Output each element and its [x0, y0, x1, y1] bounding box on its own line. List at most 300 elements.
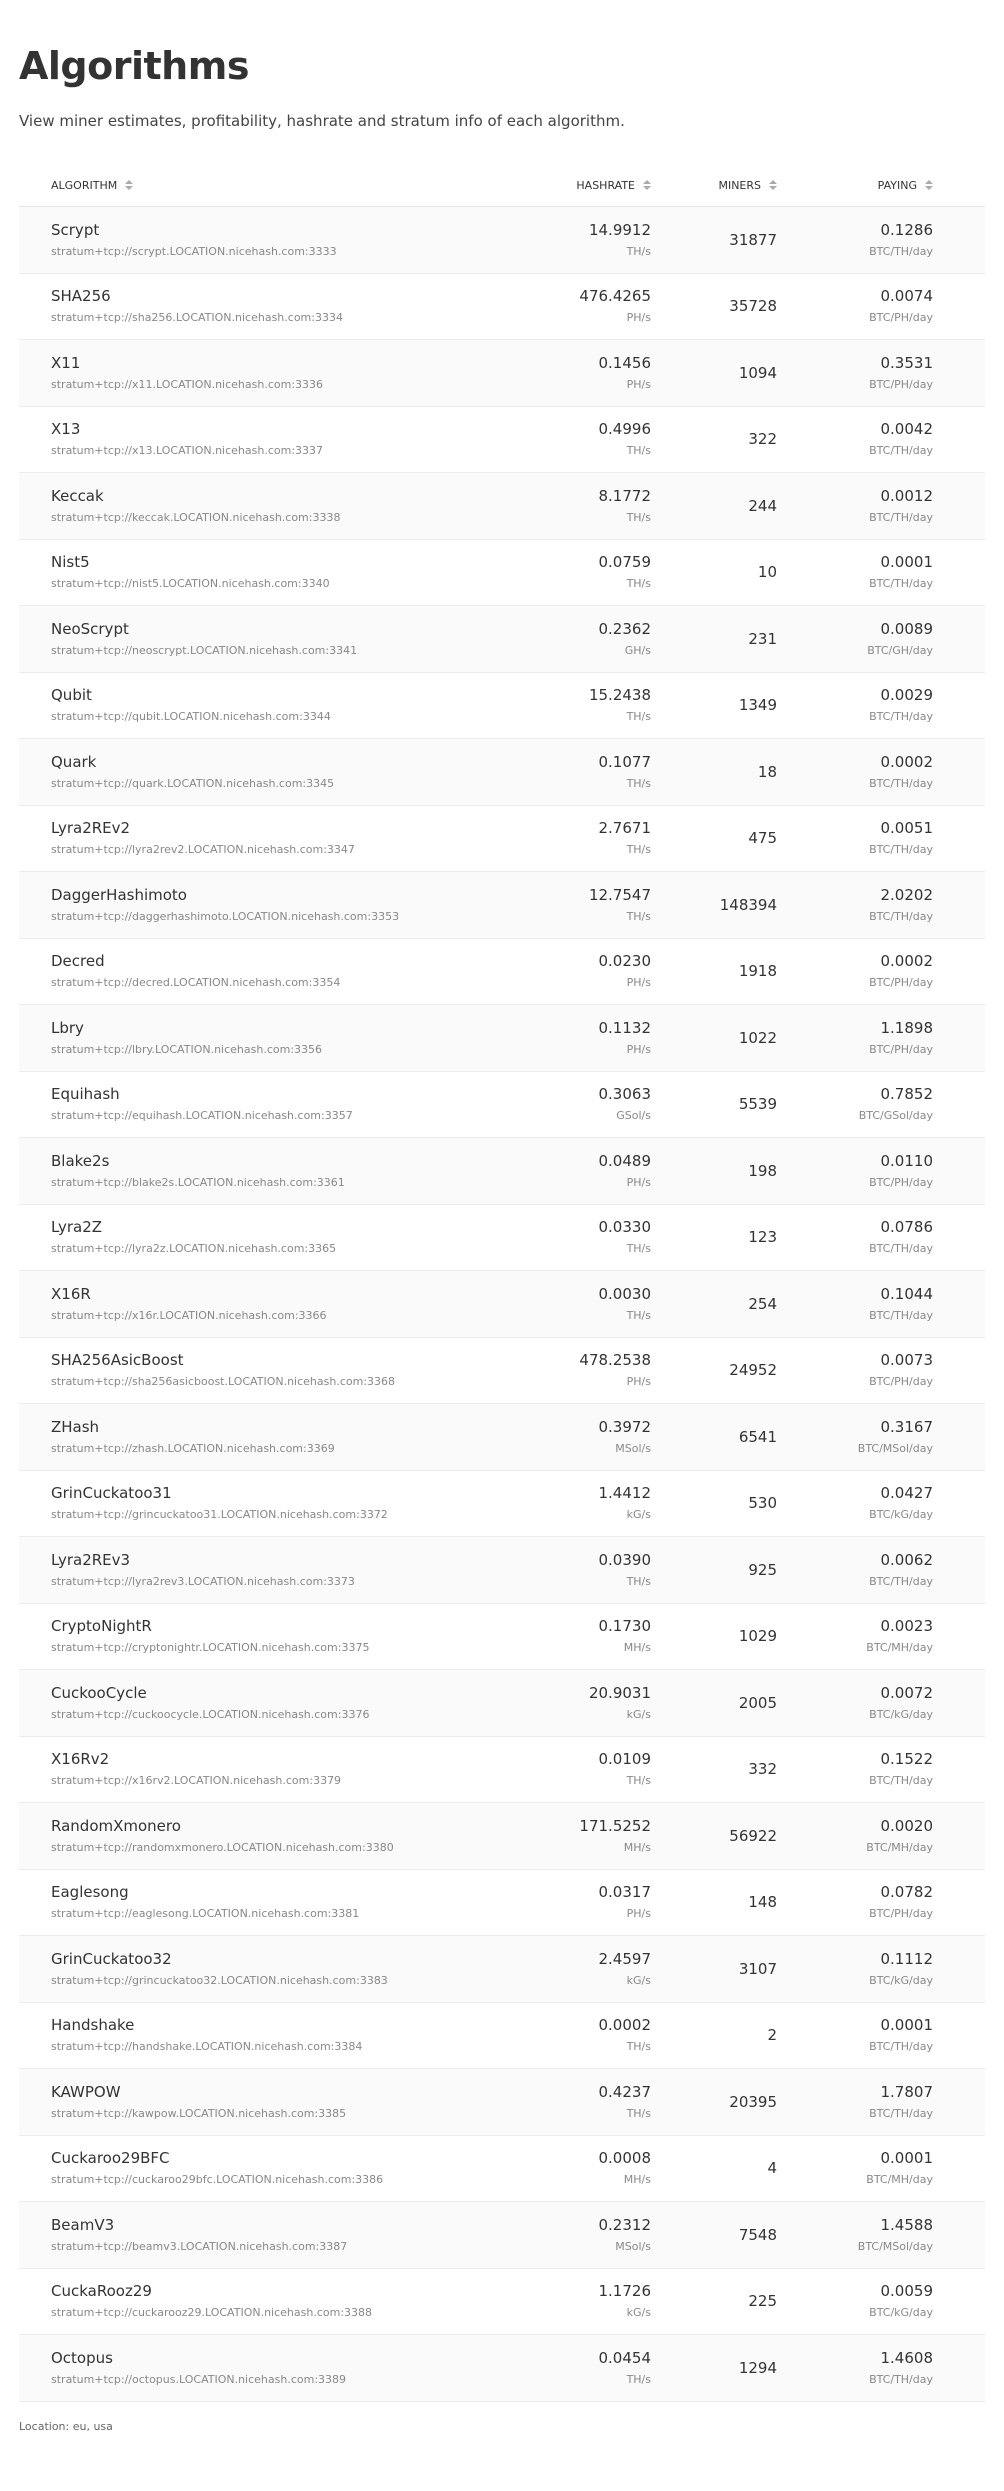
algorithm-name[interactable]: Quark — [51, 752, 97, 771]
algorithm-cell — [19, 1537, 491, 1604]
hashrate-cell — [491, 1404, 657, 1471]
algorithm-name[interactable]: X13 — [51, 420, 81, 439]
paying-cell — [783, 1869, 985, 1936]
paying-value: 0.0786 — [880, 1218, 933, 1237]
hashrate-unit: TH/s — [626, 577, 651, 591]
miners-value: 244 — [748, 496, 777, 515]
hashrate-cell — [491, 273, 657, 340]
hashrate-value: 0.3063 — [598, 1085, 651, 1104]
hashrate-cell — [491, 606, 657, 673]
algorithm-name[interactable]: CuckaRooz29 — [51, 2282, 152, 2301]
algorithm-cell — [19, 872, 491, 939]
hashrate-value: 0.1456 — [598, 353, 651, 372]
table-row[interactable] — [19, 473, 985, 540]
hashrate-value: 0.0030 — [598, 1284, 651, 1303]
hashrate-value: 12.7547 — [588, 885, 651, 904]
algorithm-cell — [19, 1138, 491, 1205]
paying-cell — [783, 872, 985, 939]
algorithm-cell — [19, 340, 491, 407]
miners-value: 530 — [748, 1494, 777, 1513]
hashrate-unit: PH/s — [626, 976, 651, 990]
stratum-url: stratum+tcp://nist5.LOCATION.nicehash.com:3340 — [51, 577, 330, 591]
paying-value: 0.0110 — [880, 1151, 933, 1170]
hashrate-unit: PH/s — [626, 1042, 651, 1056]
stratum-url: stratum+tcp://handshake.LOCATION.nicehash.com:3384 — [51, 2040, 363, 2054]
hashrate-value: 0.2312 — [598, 2215, 651, 2234]
paying-cell — [783, 805, 985, 872]
miners-value: 1022 — [738, 1028, 777, 1047]
algorithm-cell — [19, 1337, 491, 1404]
paying-unit: BTC/PH/day — [869, 1175, 933, 1189]
paying-cell — [783, 1537, 985, 1604]
hashrate-unit: MH/s — [623, 1840, 651, 1854]
algorithm-name[interactable]: Octopus — [51, 2348, 113, 2367]
paying-unit: BTC/MSol/day — [857, 1441, 933, 1455]
stratum-url: stratum+tcp://randomxmonero.LOCATION.nicehash.com:3380 — [51, 1840, 394, 1854]
paying-cell — [783, 1404, 985, 1471]
algorithms-table — [19, 172, 985, 2402]
miners-value: 35728 — [729, 297, 777, 316]
algorithms-table-body — [19, 207, 985, 2402]
stratum-url: stratum+tcp://daggerhashimoto.LOCATION.nicehash.com:3353 — [51, 909, 400, 923]
algorithm-cell — [19, 2335, 491, 2402]
miners-value: 1294 — [738, 2358, 777, 2377]
hashrate-unit: PH/s — [626, 377, 651, 391]
hashrate-cell — [491, 872, 657, 939]
algorithm-name[interactable]: SHA256AsicBoost — [51, 1351, 184, 1370]
hashrate-cell — [491, 1071, 657, 1138]
miners-header-label: MINERS — [718, 178, 761, 192]
paying-cell — [783, 2069, 985, 2136]
stratum-url: stratum+tcp://eaglesong.LOCATION.nicehash.com:3381 — [51, 1907, 360, 1921]
paying-cell — [783, 1271, 985, 1338]
hashrate-value: 0.0230 — [598, 952, 651, 971]
algorithm-name[interactable]: Lyra2REv3 — [51, 1550, 131, 1569]
table-row[interactable] — [19, 1736, 985, 1803]
paying-unit: BTC/TH/day — [869, 1574, 933, 1588]
paying-cell — [783, 2135, 985, 2202]
miners-value: 925 — [748, 1560, 777, 1579]
algorithm-cell — [19, 606, 491, 673]
paying-unit: BTC/PH/day — [869, 1375, 933, 1389]
paying-value: 0.0002 — [880, 952, 933, 971]
algorithm-name[interactable]: GrinCuckatoo32 — [51, 1949, 172, 1968]
paying-value: 0.0029 — [880, 686, 933, 705]
paying-cell — [783, 406, 985, 473]
table-row[interactable] — [19, 2268, 985, 2335]
sort-by-paying-header[interactable] — [783, 172, 985, 207]
sort-icon — [769, 180, 777, 190]
stratum-url: stratum+tcp://grincuckatoo31.LOCATION.nicehash.com:3372 — [51, 1508, 388, 1522]
miners-value: 148394 — [719, 895, 777, 914]
paying-value: 0.0001 — [880, 2149, 933, 2168]
algorithm-name[interactable]: Cuckaroo29BFC — [51, 2149, 170, 2168]
paying-unit: BTC/MH/day — [866, 2173, 933, 2187]
paying-value: 0.0042 — [880, 420, 933, 439]
algorithm-name[interactable]: Lyra2REv2 — [51, 819, 131, 838]
algorithm-name[interactable]: Eaglesong — [51, 1883, 129, 1902]
algorithm-cell — [19, 739, 491, 806]
algorithm-cell — [19, 1803, 491, 1870]
stratum-url: stratum+tcp://lyra2rev3.LOCATION.nicehash.com:3373 — [51, 1574, 355, 1588]
hashrate-value: 0.0759 — [598, 553, 651, 572]
sort-by-hashrate-header[interactable] — [491, 172, 657, 207]
miners-value: 3107 — [738, 1959, 777, 1978]
algorithm-name[interactable]: NeoScrypt — [51, 619, 129, 638]
paying-cell — [783, 207, 985, 274]
paying-unit: BTC/kG/day — [869, 1973, 933, 1987]
paying-value: 0.0020 — [880, 1816, 933, 1835]
hashrate-cell — [491, 1138, 657, 1205]
hashrate-cell — [491, 207, 657, 274]
table-row[interactable] — [19, 739, 985, 806]
stratum-url: stratum+tcp://x16r.LOCATION.nicehash.com:3366 — [51, 1308, 327, 1322]
algorithm-cell — [19, 1404, 491, 1471]
paying-cell — [783, 340, 985, 407]
hashrate-unit: TH/s — [626, 710, 651, 724]
hashrate-value: 0.0489 — [598, 1151, 651, 1170]
algorithm-name[interactable]: DaggerHashimoto — [51, 885, 187, 904]
hashrate-value: 14.9912 — [588, 220, 651, 239]
hashrate-value: 0.4996 — [598, 420, 651, 439]
hashrate-value: 0.4237 — [598, 2082, 651, 2101]
table-row[interactable] — [19, 2069, 985, 2136]
algorithm-name[interactable]: X11 — [51, 353, 81, 372]
hashrate-cell — [491, 1204, 657, 1271]
algorithm-name[interactable]: GrinCuckatoo31 — [51, 1484, 172, 1503]
algorithm-cell — [19, 805, 491, 872]
paying-value: 0.3531 — [880, 353, 933, 372]
algorithm-name[interactable]: SHA256 — [51, 287, 111, 306]
hashrate-value: 0.0330 — [598, 1218, 651, 1237]
stratum-url: stratum+tcp://x11.LOCATION.nicehash.com:3336 — [51, 377, 324, 391]
page-subtitle: View miner estimates, profitability, hashrate and stratum info of each algorithm. — [19, 112, 625, 130]
table-row[interactable] — [19, 1670, 985, 1737]
stratum-url: stratum+tcp://cryptonightr.LOCATION.nicehash.com:3375 — [51, 1641, 370, 1655]
stratum-url: stratum+tcp://neoscrypt.LOCATION.nicehash.com:3341 — [51, 643, 358, 657]
hashrate-value: 2.7671 — [598, 819, 651, 838]
table-header-row — [19, 172, 985, 207]
algorithm-name[interactable]: Equihash — [51, 1085, 120, 1104]
stratum-url: stratum+tcp://cuckarooz29.LOCATION.nicehash.com:3388 — [51, 2306, 373, 2320]
hashrate-cell — [491, 1603, 657, 1670]
hashrate-cell — [491, 2069, 657, 2136]
paying-value: 0.0427 — [880, 1484, 933, 1503]
miners-value: 6541 — [738, 1427, 777, 1446]
algorithm-cell — [19, 2268, 491, 2335]
hashrate-cell — [491, 672, 657, 739]
table-row[interactable] — [19, 539, 985, 606]
hashrate-unit: TH/s — [626, 776, 651, 790]
hashrate-unit: PH/s — [626, 1907, 651, 1921]
paying-unit: BTC/PH/day — [869, 1907, 933, 1921]
stratum-url: stratum+tcp://sha256asicboost.LOCATION.nicehash.com:3368 — [51, 1375, 396, 1389]
hashrate-unit: MSol/s — [615, 1441, 651, 1455]
hashrate-unit: TH/s — [626, 1574, 651, 1588]
algorithm-cell — [19, 273, 491, 340]
hashrate-cell — [491, 340, 657, 407]
stratum-url: stratum+tcp://lyra2z.LOCATION.nicehash.com:3365 — [51, 1242, 337, 1256]
stratum-url: stratum+tcp://beamv3.LOCATION.nicehash.com:3387 — [51, 2239, 348, 2253]
hashrate-cell — [491, 805, 657, 872]
hashrate-unit: GSol/s — [616, 1109, 651, 1123]
paying-unit: BTC/TH/day — [869, 710, 933, 724]
algorithm-cell — [19, 1470, 491, 1537]
algorithm-cell — [19, 2002, 491, 2069]
hashrate-cell — [491, 1537, 657, 1604]
algorithm-cell — [19, 539, 491, 606]
hashrate-cell — [491, 1736, 657, 1803]
stratum-url: stratum+tcp://zhash.LOCATION.nicehash.com:3369 — [51, 1441, 335, 1455]
paying-value: 0.0073 — [880, 1351, 933, 1370]
table-row[interactable] — [19, 273, 985, 340]
stratum-url: stratum+tcp://decred.LOCATION.nicehash.com:3354 — [51, 976, 341, 990]
table-row[interactable] — [19, 1271, 985, 1338]
table-row[interactable] — [19, 2202, 985, 2269]
paying-unit: BTC/MH/day — [866, 1840, 933, 1854]
table-row[interactable] — [19, 2002, 985, 2069]
paying-cell — [783, 739, 985, 806]
hashrate-value: 20.9031 — [588, 1683, 651, 1702]
paying-value: 0.1112 — [880, 1949, 933, 1968]
paying-unit: BTC/TH/day — [869, 909, 933, 923]
paying-value: 0.0012 — [880, 486, 933, 505]
miners-value: 7548 — [738, 2225, 777, 2244]
miners-value: 31877 — [729, 230, 777, 249]
algorithm-name[interactable]: Decred — [51, 952, 105, 971]
miners-value: 4 — [767, 2159, 777, 2178]
paying-value: 0.0059 — [880, 2282, 933, 2301]
hashrate-unit: TH/s — [626, 1308, 651, 1322]
paying-value: 0.0072 — [880, 1683, 933, 1702]
hashrate-unit: MH/s — [623, 1641, 651, 1655]
hashrate-value: 0.0109 — [598, 1750, 651, 1769]
location-note: Location: eu, usa — [19, 2419, 113, 2433]
paying-unit: BTC/TH/day — [869, 1774, 933, 1788]
miners-value: 225 — [748, 2292, 777, 2311]
hashrate-unit: TH/s — [626, 2040, 651, 2054]
algorithm-cell — [19, 1204, 491, 1271]
hashrate-unit: kG/s — [626, 1707, 651, 1721]
paying-value: 2.0202 — [880, 885, 933, 904]
algorithm-cell — [19, 1271, 491, 1338]
algorithm-name[interactable]: Handshake — [51, 2016, 135, 2035]
hashrate-cell — [491, 406, 657, 473]
paying-value: 0.1286 — [880, 220, 933, 239]
paying-value: 0.0023 — [880, 1617, 933, 1636]
table-row[interactable] — [19, 2135, 985, 2202]
paying-unit: BTC/kG/day — [869, 1707, 933, 1721]
algorithm-name[interactable]: Keccak — [51, 486, 104, 505]
table-row[interactable] — [19, 872, 985, 939]
paying-header-label: PAYING — [877, 178, 917, 192]
table-row[interactable] — [19, 1005, 985, 1072]
paying-unit: BTC/kG/day — [869, 2306, 933, 2320]
stratum-url: stratum+tcp://lyra2rev2.LOCATION.nicehash.com:3347 — [51, 843, 355, 857]
hashrate-cell — [491, 473, 657, 540]
algorithm-name[interactable]: RandomXmonero — [51, 1816, 181, 1835]
hashrate-unit: TH/s — [626, 1774, 651, 1788]
paying-cell — [783, 1470, 985, 1537]
paying-cell — [783, 1670, 985, 1737]
paying-unit: BTC/PH/day — [869, 976, 933, 990]
stratum-url: stratum+tcp://sha256.LOCATION.nicehash.com:3334 — [51, 311, 343, 325]
hashrate-value: 0.3972 — [598, 1417, 651, 1436]
hashrate-value: 476.4265 — [579, 287, 651, 306]
hashrate-value: 0.0454 — [598, 2348, 651, 2367]
paying-cell — [783, 1736, 985, 1803]
table-row[interactable] — [19, 1936, 985, 2003]
hashrate-cell — [491, 2135, 657, 2202]
table-row[interactable] — [19, 1603, 985, 1670]
hashrate-unit: PH/s — [626, 1175, 651, 1189]
paying-cell — [783, 672, 985, 739]
sort-icon — [925, 180, 933, 190]
table-row[interactable] — [19, 1869, 985, 1936]
stratum-url: stratum+tcp://lbry.LOCATION.nicehash.com:3356 — [51, 1042, 323, 1056]
hashrate-unit: TH/s — [626, 1242, 651, 1256]
stratum-url: stratum+tcp://quark.LOCATION.nicehash.com:3345 — [51, 776, 335, 790]
miners-value: 231 — [748, 629, 777, 648]
paying-unit: BTC/TH/day — [869, 510, 933, 524]
hashrate-value: 0.0002 — [598, 2016, 651, 2035]
hashrate-value: 1.4412 — [598, 1484, 651, 1503]
hashrate-unit: TH/s — [626, 510, 651, 524]
paying-cell — [783, 1071, 985, 1138]
paying-cell — [783, 606, 985, 673]
sort-by-miners-header[interactable] — [657, 172, 783, 207]
paying-unit: BTC/GSol/day — [858, 1109, 933, 1123]
algorithm-name[interactable]: Nist5 — [51, 553, 90, 572]
paying-value: 0.0001 — [880, 553, 933, 572]
paying-value: 0.0002 — [880, 752, 933, 771]
table-row[interactable] — [19, 1071, 985, 1138]
algorithm-name[interactable]: X16R — [51, 1284, 91, 1303]
table-row[interactable] — [19, 207, 985, 274]
paying-unit: BTC/MSol/day — [857, 2239, 933, 2253]
paying-unit: BTC/TH/day — [869, 1308, 933, 1322]
algorithm-cell — [19, 1670, 491, 1737]
algorithm-header-label: ALGORITHM — [51, 178, 118, 192]
miners-value: 56922 — [729, 1826, 777, 1845]
page-title: Algorithms — [19, 44, 249, 88]
hashrate-cell — [491, 2002, 657, 2069]
table-row[interactable] — [19, 2335, 985, 2402]
algorithm-name[interactable]: X16Rv2 — [51, 1750, 110, 1769]
hashrate-cell — [491, 1803, 657, 1870]
hashrate-cell — [491, 1670, 657, 1737]
table-row[interactable] — [19, 1204, 985, 1271]
hashrate-value: 15.2438 — [588, 686, 651, 705]
table-row[interactable] — [19, 1470, 985, 1537]
algorithm-cell — [19, 1869, 491, 1936]
stratum-url: stratum+tcp://cuckaroo29bfc.LOCATION.nicehash.com:3386 — [51, 2173, 384, 2187]
table-row[interactable] — [19, 672, 985, 739]
algorithm-name[interactable]: ZHash — [51, 1417, 100, 1436]
hashrate-cell — [491, 539, 657, 606]
paying-cell — [783, 1005, 985, 1072]
hashrate-value: 171.5252 — [579, 1816, 651, 1835]
table-row[interactable] — [19, 938, 985, 1005]
table-row[interactable] — [19, 340, 985, 407]
hashrate-value: 478.2538 — [579, 1351, 651, 1370]
hashrate-unit: TH/s — [626, 2372, 651, 2386]
algorithm-name[interactable]: KAWPOW — [51, 2082, 121, 2101]
miners-value: 475 — [748, 829, 777, 848]
algorithm-name[interactable]: Lbry — [51, 1018, 84, 1037]
paying-unit: BTC/PH/day — [869, 1042, 933, 1056]
table-row[interactable] — [19, 1138, 985, 1205]
algorithm-name[interactable]: Scrypt — [51, 220, 100, 239]
hashrate-unit: kG/s — [626, 1973, 651, 1987]
hashrate-value: 8.1772 — [598, 486, 651, 505]
paying-unit: BTC/GH/day — [867, 643, 933, 657]
paying-cell — [783, 1936, 985, 2003]
algorithm-cell — [19, 2135, 491, 2202]
paying-cell — [783, 1603, 985, 1670]
table-row[interactable] — [19, 1537, 985, 1604]
hashrate-cell — [491, 1337, 657, 1404]
paying-value: 0.0051 — [880, 819, 933, 838]
hashrate-value: 0.1077 — [598, 752, 651, 771]
miners-value: 18 — [757, 762, 777, 781]
hashrate-header-label: HASHRATE — [576, 178, 635, 192]
paying-value: 0.0062 — [880, 1550, 933, 1569]
stratum-url: stratum+tcp://x16rv2.LOCATION.nicehash.com:3379 — [51, 1774, 342, 1788]
miners-value: 254 — [748, 1294, 777, 1313]
table-row[interactable] — [19, 805, 985, 872]
algorithm-name[interactable]: Qubit — [51, 686, 92, 705]
paying-cell — [783, 473, 985, 540]
paying-cell — [783, 539, 985, 606]
paying-unit: BTC/TH/day — [869, 843, 933, 857]
hashrate-unit: TH/s — [626, 2106, 651, 2120]
algorithm-name[interactable]: CuckooCycle — [51, 1683, 147, 1702]
algorithm-cell — [19, 473, 491, 540]
hashrate-unit: kG/s — [626, 2306, 651, 2320]
algorithm-name[interactable]: Blake2s — [51, 1151, 110, 1170]
table-row[interactable] — [19, 606, 985, 673]
paying-value: 1.1898 — [880, 1018, 933, 1037]
paying-cell — [783, 2335, 985, 2402]
table-row[interactable] — [19, 406, 985, 473]
algorithm-name[interactable]: CryptoNightR — [51, 1617, 152, 1636]
paying-unit: BTC/TH/day — [869, 2106, 933, 2120]
table-row[interactable] — [19, 1803, 985, 1870]
paying-cell — [783, 938, 985, 1005]
hashrate-cell — [491, 938, 657, 1005]
hashrate-unit: GH/s — [624, 643, 651, 657]
algorithm-name[interactable]: Lyra2Z — [51, 1218, 103, 1237]
paying-unit: BTC/TH/day — [869, 577, 933, 591]
hashrate-cell — [491, 1005, 657, 1072]
miners-value: 1029 — [738, 1627, 777, 1646]
paying-cell — [783, 2202, 985, 2269]
paying-value: 0.1044 — [880, 1284, 933, 1303]
hashrate-unit: TH/s — [626, 843, 651, 857]
table-row[interactable] — [19, 1404, 985, 1471]
hashrate-unit: MSol/s — [615, 2239, 651, 2253]
table-row[interactable] — [19, 1337, 985, 1404]
paying-value: 1.4608 — [880, 2348, 933, 2367]
sort-by-algorithm-header[interactable] — [19, 172, 491, 207]
miners-value: 1349 — [738, 696, 777, 715]
miners-value: 123 — [748, 1228, 777, 1247]
hashrate-value: 0.2362 — [598, 619, 651, 638]
miners-value: 332 — [748, 1760, 777, 1779]
algorithm-name[interactable]: BeamV3 — [51, 2215, 115, 2234]
stratum-url: stratum+tcp://x13.LOCATION.nicehash.com:3337 — [51, 444, 324, 458]
